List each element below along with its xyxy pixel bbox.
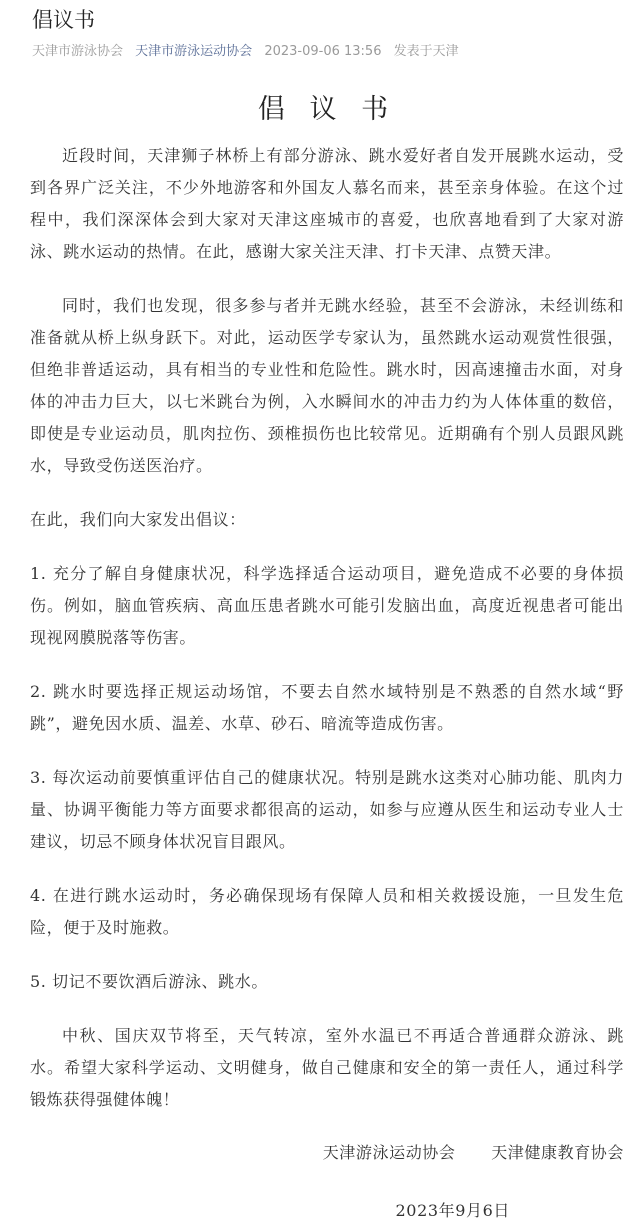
proposal-item-1: 1. 充分了解自身健康状况，科学选择适合运动项目，避免造成不必要的身体损伤。例如，脑血管疾病、高血压患者跳水可能引发脑出血，高度近视患者可能出现视网膜脱落等伤害。 xyxy=(30,564,624,647)
signature xyxy=(30,1138,624,1168)
article-header xyxy=(32,6,622,62)
paragraph-proposal-lead: 在此，我们向大家发出倡议： xyxy=(30,510,246,529)
proposal-item-3: 3. 每次运动前要慎重评估自己的健康状况。特别是跳水这类对心肺功能、肌肉力量、协调平衡能力等方面要求都很高的运动，如参与应遵从医生和运动专业人士建议，切忌不顾身体状况盲目跟风。 xyxy=(30,768,624,851)
proposal-item-4: 4. 在进行跳水运动时，务必确保现场有保障人员和相关救援设施，一旦发生危险，便于及时施救。 xyxy=(30,886,624,937)
account-name: 天津市游泳协会 xyxy=(32,44,124,59)
article-meta xyxy=(32,42,622,62)
signature-org-health: 天津健康教育协会 xyxy=(491,1143,624,1162)
article-body xyxy=(30,88,624,1226)
proposal-item-2: 2. 跳水时要选择正规运动场馆，不要去自然水域特别是不熟悉的自然水域“野跳”，避免因水质、温差、水草、砂石、暗流等造成伤害。 xyxy=(30,682,624,733)
author-link[interactable]: 天津市游泳运动协会 xyxy=(135,44,253,59)
proposal-item-5: 5. 切记不要饮酒后游泳、跳水。 xyxy=(30,972,268,991)
page-title: 倡议书 xyxy=(32,8,95,32)
publish-time: 2023-09-06 13:56 xyxy=(264,44,382,59)
document-title: 倡 议 书 xyxy=(257,94,397,125)
publish-location: 发表于天津 xyxy=(393,44,459,59)
paragraph-concern: 同时，我们也发现，很多参与者并无跳水经验，甚至不会游泳，未经训练和准备就从桥上纵身跃下。对此，运动医学专家认为，虽然跳水运动观赏性很强，但绝非普适运动，具有相当的专业性和危险性。跳水时，因高速撞击水面，对身体的冲击力巨大，以七米跳台为例，入水瞬间水的冲击力约为人体体重的数倍，即使是专业运动员，肌肉拉伤、颈椎损伤也比较常见。近期确有个别人员跟风跳水，导致受伤送医治疗。 xyxy=(30,296,624,475)
paragraph-intro: 近段时间，天津狮子林桥上有部分游泳、跳水爱好者自发开展跳水运动，受到各界广泛关注，不少外地游客和外国友人慕名而来，甚至亲身体验。在这个过程中，我们深深体会到大家对天津这座城市的喜爱，也欣喜地看到了大家对游泳、跳水运动的热情。在此，感谢大家关注天津、打卡天津、点赞天津。 xyxy=(30,146,624,261)
signature-org-swimming: 天津游泳运动协会 xyxy=(322,1143,456,1162)
paragraph-closing: 中秋、国庆双节将至，天气转凉，室外水温已不再适合普通群众游泳、跳水。希望大家科学运动、文明健身，做自己健康和安全的第一责任人，通过科学锻炼获得强健体魄！ xyxy=(30,1026,624,1109)
document-date: 2023年9月6日 xyxy=(395,1201,510,1220)
